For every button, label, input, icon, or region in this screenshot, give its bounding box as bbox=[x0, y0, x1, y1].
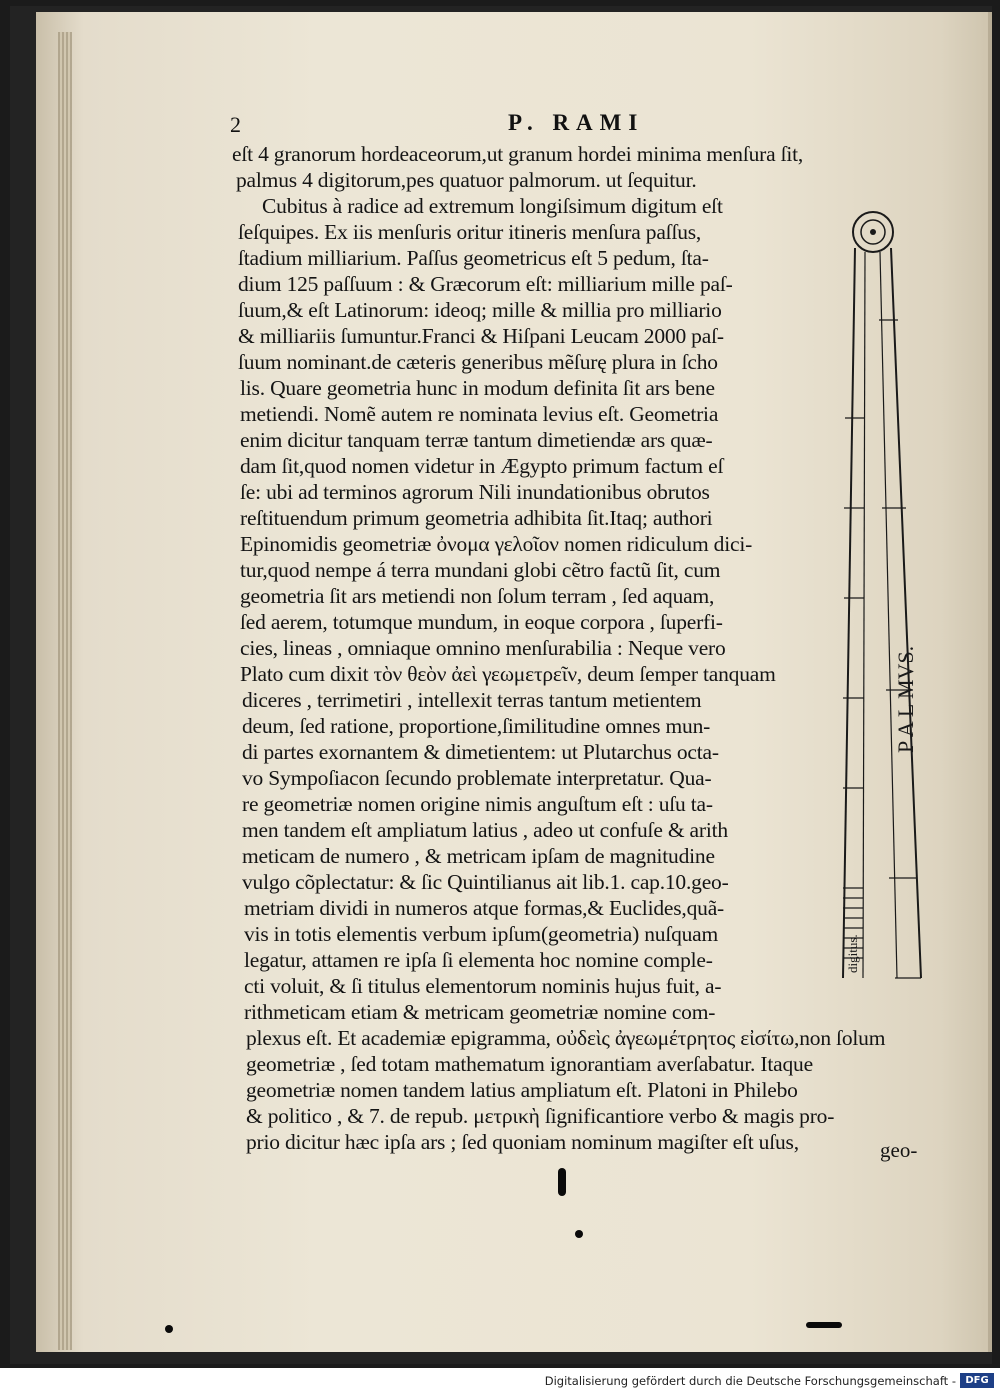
footer-band bbox=[0, 1368, 1000, 1395]
text-line: meticam de numero , & metricam ipſam de magnitudine bbox=[242, 844, 715, 868]
text-line: reſtituendum primum geometria adhibita ſit.Itaq; authori bbox=[240, 506, 713, 530]
text-line: lis. Quare geometria hunc in modum definita ſit ars bene bbox=[240, 376, 715, 400]
text-line: cies, lineas , omniaque omnino menſurabilia : Neque vero bbox=[240, 636, 726, 660]
text-line: ſe: ubi ad terminos agrorum Nili inundationibus obrutos bbox=[240, 480, 710, 504]
text-line: geometria ſit ars metiendi non ſolum terram , ſed aquam, bbox=[240, 584, 715, 608]
text-line: palmus 4 digitorum,pes quatuor palmorum. ut ſequitur. bbox=[236, 168, 697, 192]
text-line: ſeſquipes. Ex iis menſuris oritur itineris menſura paſſus, bbox=[238, 220, 702, 244]
text-line: geometriæ , ſed totam mathematum ignorantiam averſabatur. Itaque bbox=[246, 1052, 813, 1076]
text-line: men tandem eſt ampliatum latius , adeo ut confuſe & arith bbox=[242, 818, 728, 842]
ink-dot bbox=[165, 1325, 173, 1333]
text-line: vo Sympoſiacon ſecundo problemate interpretatur. Qua- bbox=[242, 766, 712, 790]
running-title: P. RAMI bbox=[508, 110, 645, 135]
ink-blot bbox=[558, 1168, 566, 1196]
digitus-label: digitus. bbox=[845, 934, 860, 973]
page-edge bbox=[58, 32, 72, 1350]
text-line: legatur, attamen re ipſa ſi elementa hoc nomine comple- bbox=[244, 948, 713, 972]
palmus-label: P A L MVS. bbox=[893, 645, 918, 753]
text-line: Cubitus à radice ad extremum longiſsimum digitum eſt bbox=[262, 194, 723, 218]
text-line: re geometriæ nomen origine nimis anguſtum eſt : uſu ta- bbox=[242, 792, 713, 816]
text-line: metiendi. Nomẽ autem re nominata levius eſt. Geometria bbox=[240, 402, 719, 426]
ring-center bbox=[870, 229, 876, 235]
catchword: geo- bbox=[880, 1138, 918, 1162]
text-line: & milliariis ſumuntur.Franci & Hiſpani Leucam 2000 paſ- bbox=[238, 324, 724, 348]
text-line: dam ſit,quod nomen videtur in Ægypto primum factum eſ bbox=[240, 454, 724, 478]
palm-measure-figure bbox=[825, 208, 930, 988]
text-line: geometriæ nomen tandem latius ampliatum eſt. Platoni in Philebo bbox=[246, 1078, 798, 1102]
text-line: ſtadium milliarium. Paſſus geometricus eſt 5 pedum, ſta- bbox=[238, 246, 709, 270]
text-line: rithmeticam etiam & metricam geometriæ nomine com- bbox=[244, 1000, 716, 1024]
running-head bbox=[230, 110, 670, 140]
dfg-logo-icon: DFG bbox=[960, 1373, 994, 1388]
text-line: vulgo cõplectatur: & ſic Quintilianus ait lib.1. cap.10.geo- bbox=[242, 870, 729, 894]
text-line: cti voluit, & ſi titulus elementorum nominis hujus fuit, a- bbox=[244, 974, 722, 998]
text-line: prio dicitur hæc ipſa ars ; ſed quoniam nominum magiſter eſt uſus, bbox=[246, 1130, 799, 1154]
text-line: metriam dividi in numeros atque formas,& Euclides,quã- bbox=[244, 896, 724, 920]
text-line: ſuum,& eſt Latinorum: ideoq; mille & millia pro milliario bbox=[238, 298, 722, 322]
left-arm-inner bbox=[863, 252, 865, 978]
text-line: diceres , terrimetiri , intellexit terras tantum metientem bbox=[242, 688, 702, 712]
text-line: plexus eſt. Et academiæ epigramma, οὐδεὶς ἀγεωμέτρητος εἰσίτω,non ſolum bbox=[246, 1026, 886, 1050]
text-line: & politico , & 7. de repub. μετρικὴ ſignificantiore verbo & magis pro- bbox=[246, 1104, 835, 1128]
text-line: Epinomidis geometriæ ὀνομα γελοῖον nomen ridiculum dici- bbox=[240, 532, 753, 556]
funding-note: Digitalisierung gefördert durch die Deutsche Forschungsgemeinschaft - bbox=[544, 1374, 956, 1388]
text-line: deum, ſed ratione, proportione,ſimilitudine omnes mun- bbox=[242, 714, 711, 738]
text-line: eſt 4 granorum hordeaceorum,ut granum hordei minima menſura ſit, bbox=[232, 142, 804, 166]
right-arm-inner bbox=[880, 252, 897, 978]
ink-dot bbox=[575, 1230, 583, 1238]
ink-stroke bbox=[806, 1322, 842, 1328]
right-arm bbox=[891, 248, 921, 978]
text-line: dium 125 paſſuum : & Græcorum eſt: milliarium mille paſ- bbox=[238, 272, 733, 296]
left-arm bbox=[843, 248, 855, 978]
text-line: vis in totis elementis verbum ipſum(geometria) nuſquam bbox=[244, 922, 719, 946]
text-line: ſed aerem, totumque mundum, in eoque corpora , ſuperfi- bbox=[240, 610, 723, 634]
text-line: ſuum nominant.de cæteris generibus mẽſurę plura in ſcho bbox=[238, 350, 718, 374]
page-number: 2 bbox=[230, 112, 241, 137]
text-line: di partes exornantem & dimetientem: ut Plutarchus octa- bbox=[242, 740, 719, 764]
text-line: tur,quod nempe á terra mundani globi cẽtro factũ ſit, cum bbox=[240, 558, 721, 582]
text-line: Plato cum dixit τὸν θεὸν ἀεὶ γεωμετρεῖν, deum ſemper tanquam bbox=[240, 662, 776, 686]
text-line: enim dicitur tanquam terræ tantum dimetiendæ ars quæ- bbox=[240, 428, 713, 452]
